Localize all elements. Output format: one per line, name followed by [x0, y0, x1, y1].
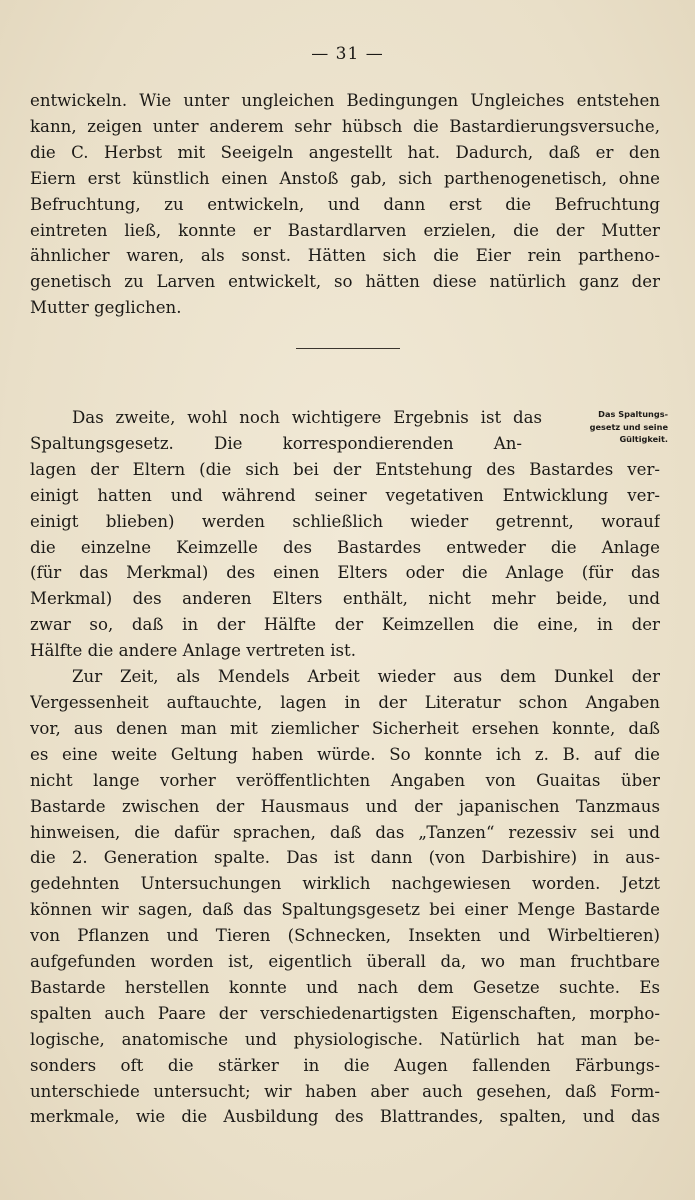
- paragraph-1: [30, 88, 660, 321]
- text-line: sonders oft die stärker in die Augen fallenden Färbungs-: [30, 1055, 660, 1075]
- text-line: unterschiede untersucht; wir haben aber auch gesehen, daß Form-: [30, 1081, 660, 1101]
- text-line: ähnlicher waren, als sonst. Hätten sich die Eier rein partheno-: [30, 246, 660, 266]
- text-line: Das zweite, wohl noch wichtigere Ergebnis ist das: [72, 408, 542, 427]
- section-divider: [296, 348, 400, 349]
- text-line: spalten auch Paare der verschiedenartigsten Eigenschaften, morpho-: [30, 1003, 660, 1023]
- margin-note-line: Das Spaltungs-: [598, 409, 668, 419]
- text-line: Bastarde zwischen der Hausmaus und der japanischen Tanzmaus: [30, 796, 660, 816]
- text-line: hinweisen, die dafür sprachen, daß das „Tanzen“ rezessiv sei und: [30, 822, 660, 842]
- margin-note-line: gesetz und seine: [589, 421, 668, 432]
- text-line: die einzelne Keimzelle des Bastardes entweder die Anlage: [30, 537, 660, 557]
- text-line: entwickeln. Wie unter ungleichen Bedingungen Ungleiches entstehen: [30, 91, 660, 110]
- text-line: die 2. Generation spalte. Das ist dann (von Darbishire) in aus-: [30, 848, 660, 868]
- text-line: zwar so, daß in der Hälfte der Keimzellen die eine, in der: [30, 615, 660, 635]
- text-line: Zur Zeit, als Mendels Arbeit wieder aus dem Dunkel der: [72, 667, 660, 687]
- text-line: logische, anatomische und physiologische. Natürlich hat man be-: [30, 1029, 660, 1049]
- text-line: können wir sagen, daß das Spaltungsgesetz bei einer Menge Bastarde: [30, 900, 660, 920]
- text-line: Befruchtung, zu entwickeln, und dann erst die Befruchtung: [30, 194, 660, 214]
- text-line: aufgefunden worden ist, eigentlich überall da, wo man fruchtbare: [30, 952, 660, 972]
- page-number: — 31 —: [311, 44, 384, 64]
- margin-note-line: Gültigkeit.: [619, 434, 668, 444]
- text-line: Vergessenheit auftauchte, lagen in der Literatur schon Angaben: [30, 692, 660, 712]
- text-line: genetisch zu Larven entwickelt, so hätten diese natürlich ganz der: [30, 272, 660, 292]
- text-line: eintreten ließ, konnte er Bastardlarven erzielen, die der Mutter: [30, 220, 660, 240]
- text-line: nicht lange vorher veröffentlichten Angaben von Guaitas über: [30, 770, 660, 790]
- paragraph-2-3: [30, 405, 660, 1130]
- text-line: merkmale, wie die Ausbildung des Blattrandes, spalten, und das: [30, 1107, 660, 1127]
- text-line: Merkmal) des anderen Elters enthält, nicht mehr beide, und: [30, 589, 660, 609]
- text-line: Mutter geglichen.: [30, 298, 182, 318]
- text-line: es eine weite Geltung haben würde. So konnte ich z. B. auf die: [30, 744, 660, 764]
- text-line: einigt blieben) werden schließlich wieder getrennt, worauf: [30, 511, 660, 531]
- text-line: Hälfte die andere Anlage vertreten ist.: [30, 641, 357, 661]
- text-line: von Pflanzen und Tieren (Schnecken, Insekten und Wirbeltieren): [30, 926, 660, 946]
- text-line: gedehnten Untersuchungen wirklich nachgewiesen worden. Jetzt: [30, 874, 660, 894]
- text-line: (für das Merkmal) des einen Elters oder die Anlage (für das: [30, 563, 660, 583]
- text-line: Spaltungsgesetz. Die korrespondierenden An-: [30, 433, 522, 453]
- text-line: einigt hatten und während seiner vegetativen Entwicklung ver-: [30, 485, 660, 505]
- text-line: vor, aus denen man mit ziemlicher Sicherheit ersehen konnte, daß: [30, 718, 660, 738]
- text-line: Bastarde herstellen konnte und nach dem Gesetze suchte. Es: [30, 977, 660, 997]
- text-line: Eiern erst künstlich einen Anstoß gab, sich parthenogenetisch, ohne: [30, 168, 660, 188]
- text-line: die C. Herbst mit Seeigeln angestellt hat. Dadurch, daß er den: [30, 142, 660, 162]
- text-line: lagen der Eltern (die sich bei der Entstehung des Bastardes ver-: [30, 459, 660, 479]
- text-line: kann, zeigen unter anderem sehr hübsch die Bastardierungsversuche,: [30, 116, 660, 136]
